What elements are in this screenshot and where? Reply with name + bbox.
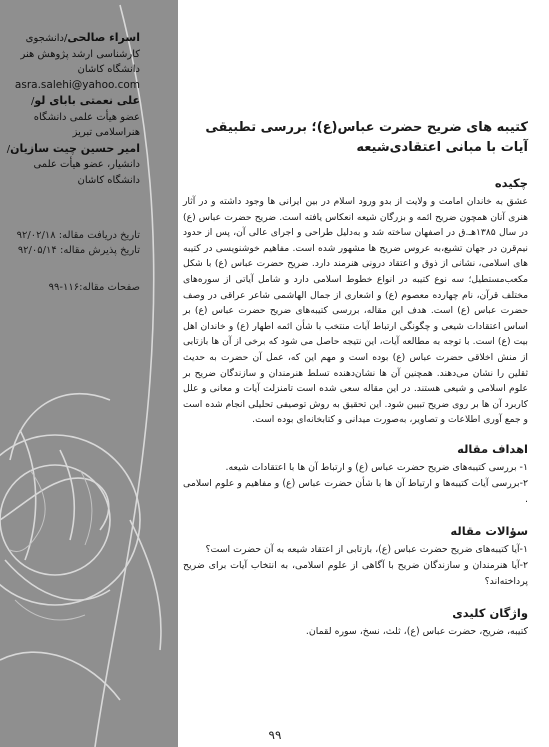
page-range: صفحات مقاله:۱۱۶-۹۹ bbox=[48, 282, 140, 293]
author-affiliation: دانشیار، عضو هیأت علمی bbox=[33, 159, 140, 170]
author-name: اسراء صالحی bbox=[67, 31, 140, 44]
question-item: ۲-آیا هنرمندان و سازندگان ضریح با آگاهی از علوم اسلامی، به انتخاب آیات برای ضریح پرداخته‌اند؟ bbox=[183, 559, 528, 587]
questions-list bbox=[183, 542, 528, 590]
author-affiliation: کارشناسی ارشد پژوهش هنر bbox=[20, 48, 140, 60]
article-body bbox=[183, 118, 528, 640]
goals-list bbox=[183, 460, 528, 508]
authors-block bbox=[0, 30, 140, 188]
goals-heading: اهداف مقاله bbox=[457, 441, 528, 456]
author-role: / bbox=[31, 96, 35, 107]
goal-item: ۱- بررسی کتیبه‌های ضریح حضرت عباس (ع) و ارتباط آن ها با اعتقادات شیعه. bbox=[225, 461, 528, 473]
question-item: ۱-آیا کتیبه‌های ضریح حضرت عباس (ع)، بازتابی از اعتقاد شیعه به آن حضرت است؟ bbox=[205, 543, 528, 555]
author-affiliation: عضو هیأت علمی دانشگاه bbox=[33, 111, 140, 123]
page-number: ۹۹ bbox=[268, 728, 282, 742]
author-affiliation: دانشگاه کاشان bbox=[77, 64, 140, 75]
sidebar-panel bbox=[0, 0, 178, 747]
abstract-heading: چکیده bbox=[494, 176, 528, 190]
questions-heading: سؤالات مقاله bbox=[450, 523, 528, 538]
dates-block bbox=[0, 228, 140, 258]
abstract-text: عشق به خاندان امامت و ولایت از بدو ورود اسلام در بین ایرانی ها وجود داشته و در آثار هنری آنان همچون ضریح ائمه و بزرگان شیعه انعکاس یافته است. ضریح حضرت عباس (ع) در سال ۱۳۸۵هـ.ق در اصفهان ساخته شد و به‌دلیل طراحی و اجرای عالی آن، پس از حدود نیم‌قرن در جهان تشیع،به عروس ضریح ها مشهور شده است. مفاهیم خوشنویسی در کتیبه های اسلامی، نشانی از ذوق و اعتقاد درونی هنرمند دارد. ضریح حضرت عباس (ع) با شکل مکعب‌مستطیل‌؛ سه نوع کتیبه در انواع خطوط اسلامی دارد و شامل آیاتی از سوره‌های مختلف قرآن، نام چهارده معصوم (ع) و اشعاری از جمال الهاشمی شاعر عراقی در وصف حضرت عباس (ع) است. هدف این مقاله، بررسی کتیبه‌های ضریح حضرت عباس (ع) بر اساس اعتقادات شیعی و چگونگی ارتباط آیات منتخب با شأن ائمه اطهار (ع) و خاندان اهل بیت (ع) است. با توجه به مطالعه آیات، این نتیجه حاصل می شود که برخی از آن ها بازتابی از منش اخلاقی حضرت عباس (ع) بوده است و مهم این که، عمل آن حضرت به حدیث ثقلین را نشان می‌دهند. همچنین آن ها نشان‌دهنده تسلط هنرمندان و سازندگان ضریح بر علوم اسلامی و شیعی هستند. در این مقاله سعی شده است تامنزلت آیات و معانی و علل کاربرد آن ها بر روی ضریح تبیین شود. این تحقیق به روش توصیفی تحلیلی انجام شده است و جمع آوری اطلاعات و تصاویر، به‌صورت میدانی و کتابخانه‌ای بوده است. bbox=[183, 196, 529, 426]
keywords-text: کتیبه، ضریح، حضرت عباس (ع)، ثلث، نسخ، سوره لقمان. bbox=[305, 625, 528, 637]
accepted-date: تاریخ پذیرش مقاله: ۹۲/۰۵/۱۴ bbox=[17, 245, 140, 256]
article-title: کتیبه های ضریح حضرت عباس(ع)؛ بررسی تطبیقی آیات با مبانی اعتقادی‌شیعه bbox=[205, 120, 528, 155]
author-email[interactable]: asra.salehi@yahoo.com bbox=[14, 78, 140, 91]
goal-item: ۲-بررسی آیات کتیبه‌ها و ارتباط آن ها با شأن حضرت عباس (ع) و مفاهیم و علوم اسلامی . bbox=[183, 477, 528, 505]
author-affiliation: هنراسلامی تبریز bbox=[72, 127, 140, 138]
author-name: علی نعمتی بابای لو bbox=[34, 94, 140, 107]
keywords-heading: واژگان کلیدی bbox=[452, 605, 528, 620]
received-date: تاریخ دریافت مقاله: ۹۲/۰۲/۱۸ bbox=[16, 230, 140, 241]
author-role: /دانشجوی bbox=[25, 33, 68, 44]
author-role: / bbox=[6, 143, 11, 155]
author-affiliation: دانشگاه کاشان bbox=[77, 174, 140, 186]
author-name: امیر حسین چیت سازیان bbox=[10, 141, 140, 155]
